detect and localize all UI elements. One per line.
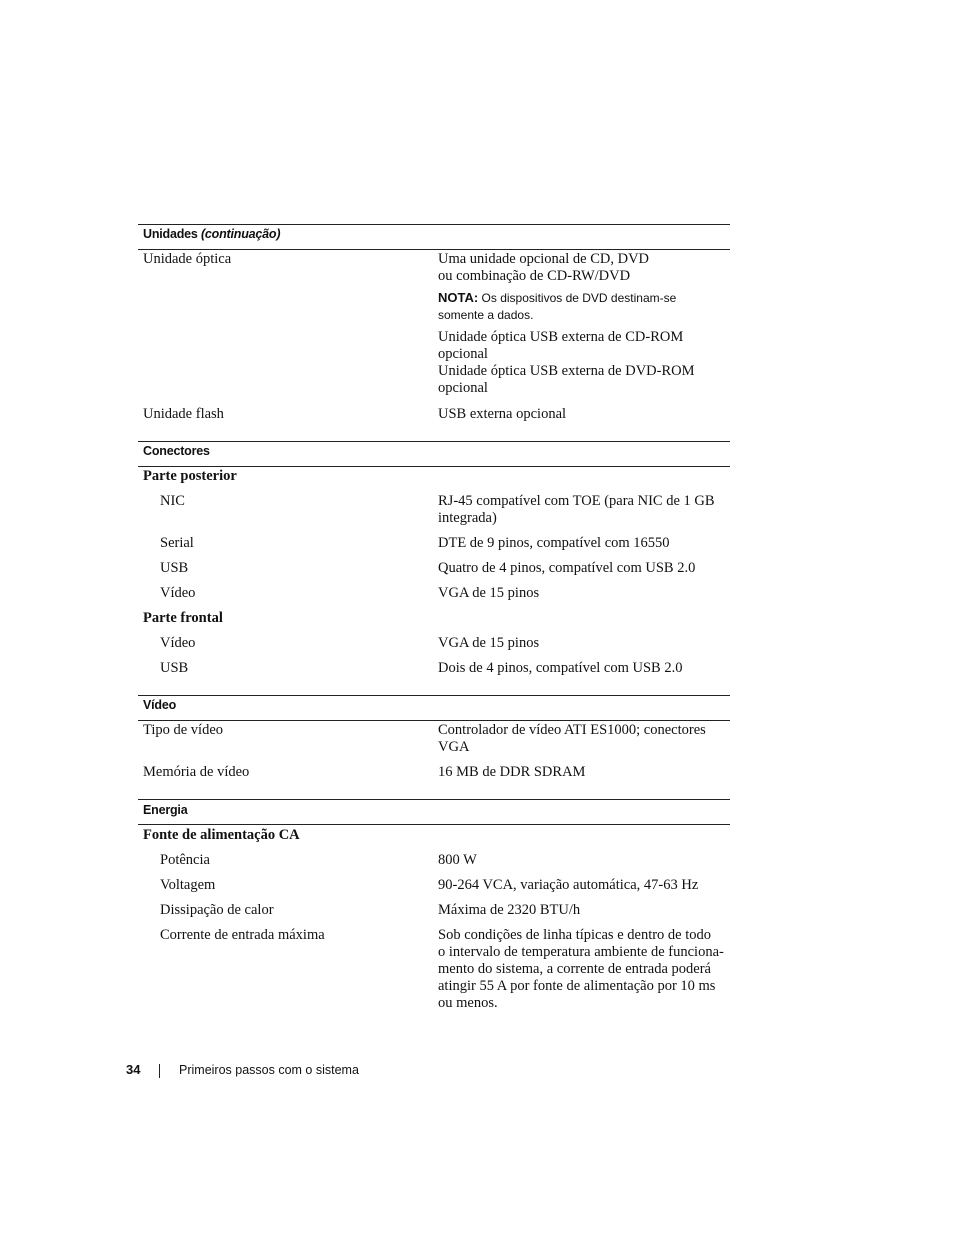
section-top-rule bbox=[138, 224, 730, 225]
max-inrush-label: Corrente de entrada máxima bbox=[160, 927, 325, 943]
rear-video-label: Vídeo bbox=[160, 585, 196, 601]
front-usb-label: USB bbox=[160, 660, 189, 676]
section-top-rule bbox=[138, 799, 730, 800]
section-heading-rule bbox=[138, 466, 730, 467]
serial-value: DTE de 9 pinos, compatível com 16550 bbox=[438, 535, 670, 551]
section-top-rule bbox=[138, 695, 730, 696]
wattage-label: Potência bbox=[160, 852, 210, 868]
front-panel-label: Parte frontal bbox=[143, 610, 223, 626]
front-usb-value: Dois de 4 pinos, compatível com USB 2.0 bbox=[438, 660, 683, 676]
flash-drive-label: Unidade flash bbox=[143, 406, 224, 422]
heat-dissipation-label: Dissipação de calor bbox=[160, 902, 274, 918]
voltage-value: 90-264 VCA, variação automática, 47-63 Hz bbox=[438, 877, 699, 893]
note-block: NOTA: Os dispositivos de DVD destinam-se somente a dados. bbox=[438, 290, 677, 322]
rear-usb-value: Quatro de 4 pinos, compatível com USB 2.0 bbox=[438, 560, 696, 576]
footer-title: Primeiros passos com o sistema bbox=[179, 1063, 359, 1077]
section-heading-energia: Energia bbox=[143, 803, 188, 817]
optical-drive-label: Unidade óptica bbox=[143, 251, 232, 267]
voltage-label: Voltagem bbox=[160, 877, 216, 893]
flash-drive-value: USB externa opcional bbox=[438, 406, 567, 422]
max-inrush-value: Sob condições de linha típicas e dentro de todo o intervalo de temperatura ambiente de funciona- mento do sistema, a corrente de entrada poderá atingir 55 A por fonte de alimentação por 10 ms ou menos. bbox=[438, 927, 724, 1011]
section-heading-rule bbox=[138, 824, 730, 825]
rear-usb-label: USB bbox=[160, 560, 189, 576]
section-heading-unidades: Unidades (continuação) bbox=[143, 227, 281, 241]
serial-label: Serial bbox=[160, 535, 194, 551]
wattage-value: 800 W bbox=[438, 852, 477, 868]
page-number: 34 bbox=[126, 1062, 141, 1077]
section-heading-rule bbox=[138, 249, 730, 250]
heat-dissipation-value: Máxima de 2320 BTU/h bbox=[438, 902, 581, 918]
video-memory-value: 16 MB de DDR SDRAM bbox=[438, 764, 586, 780]
section-heading-conectores: Conectores bbox=[143, 444, 210, 458]
video-type-value: Controlador de vídeo ATI ES1000; conectores VGA bbox=[438, 722, 706, 755]
front-video-label: Vídeo bbox=[160, 635, 196, 651]
nic-value: RJ-45 compatível com TOE (para NIC de 1 GB integrada) bbox=[438, 493, 715, 526]
section-heading-rule bbox=[138, 720, 730, 721]
rear-video-value: VGA de 15 pinos bbox=[438, 585, 540, 601]
section-heading-video: Vídeo bbox=[143, 698, 177, 712]
video-type-label: Tipo de vídeo bbox=[143, 722, 224, 738]
usb-optical-value: Unidade óptica USB externa de CD-ROM opcional Unidade óptica USB externa de DVD-ROM opcional bbox=[438, 329, 695, 396]
rear-panel-label: Parte posterior bbox=[143, 468, 237, 484]
footer-separator bbox=[159, 1064, 160, 1078]
ac-supply-label: Fonte de alimentação CA bbox=[143, 827, 300, 843]
front-video-value: VGA de 15 pinos bbox=[438, 635, 540, 651]
note-label: NOTA: bbox=[438, 290, 479, 305]
section-top-rule bbox=[138, 441, 730, 442]
optical-drive-value: Uma unidade opcional de CD, DVD ou combinação de CD-RW/DVD bbox=[438, 251, 650, 284]
nic-label: NIC bbox=[160, 493, 185, 509]
video-memory-label: Memória de vídeo bbox=[143, 764, 250, 780]
